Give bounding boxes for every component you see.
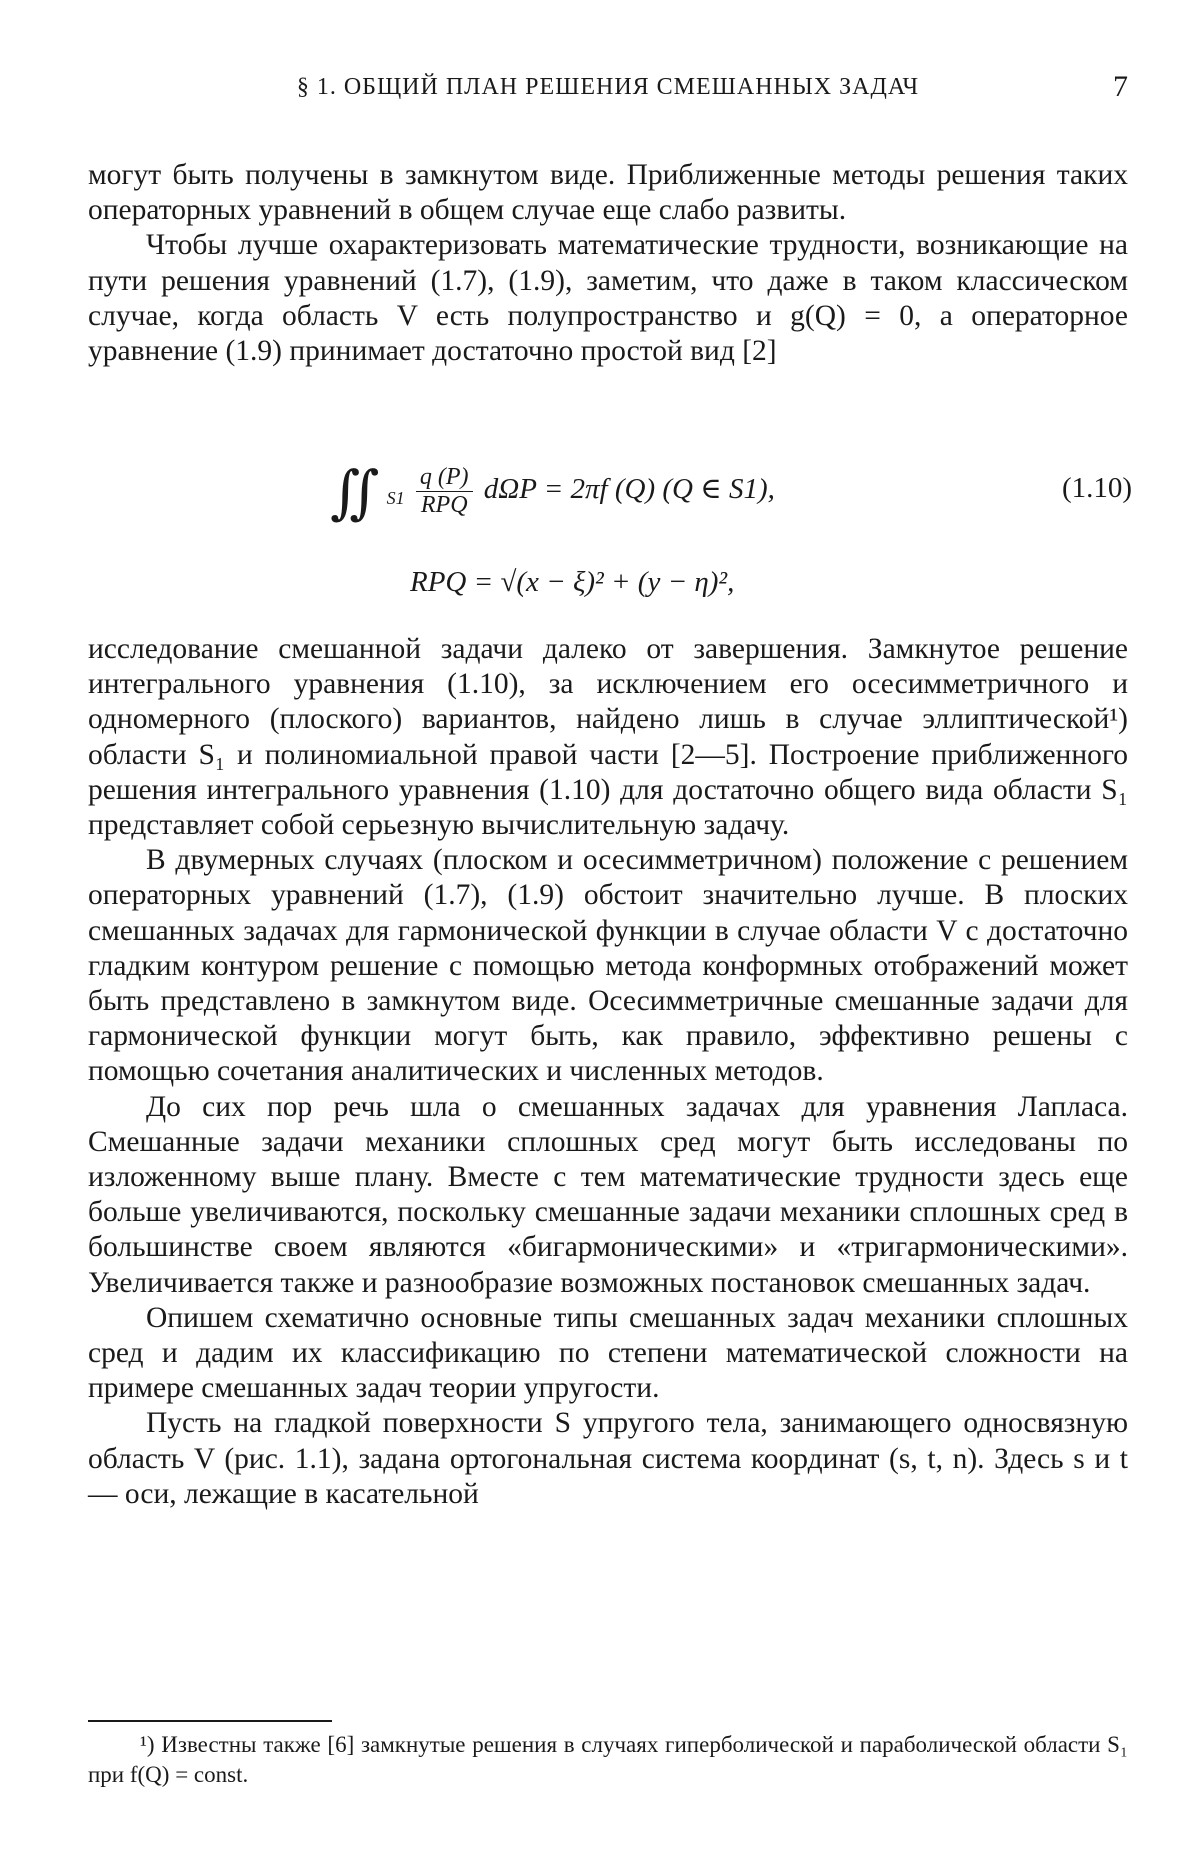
paragraph: могут быть получены в замкнутом виде. Приближенные методы решения таких операторных уравнений в общем случае еще слабо развиты. xyxy=(88,159,1128,227)
paragraph: исследование смешанной задачи далеко от завершения. Замкнутое решение интегрального уравнения (1.10), за исключением его осесимметричного и одномерного (плоского) вариантов, найдено лишь в случае эллиптической¹) области S₁ и полиномиальной правой части [2—5]. Построение приближенного решения интегрального уравнения (1.10) для достаточно общего вида области S₁ представляет собой серьезную вычислительную задачу. xyxy=(88,633,1128,842)
fraction-numerator: q (P) xyxy=(416,464,473,492)
integral-equation xyxy=(330,458,775,526)
double-integral-sign: ∬ xyxy=(330,460,380,525)
paragraph: В двумерных случаях (плоском и осесимметричном) положение с решением операторных уравнений (1.7), (1.9) обстоит значительно лучше. В плоских смешанных задачах для гармонической функции в случае области V с достаточно гладким контуром решение с помощью метода конформных отображений может быть представлено в замкнутом виде. Осесимметричные смешанные задачи для гармонической функции могут быть, как правило, эффективно решены с помощью сочетания аналитических и численных методов. xyxy=(88,844,1128,1088)
fraction-denominator: RPQ xyxy=(420,491,468,518)
page-number: 7 xyxy=(1113,70,1128,103)
paragraph: Опишем схематично основные типы смешанных задач механики сплошных сред и дадим их классификацию по степени математической сложности на примере смешанных задач теории упругости. xyxy=(88,1301,1128,1405)
footnote xyxy=(88,1730,1128,1790)
paragraph: Чтобы лучше охарактеризовать математические трудности, возникающие на пути решения уравнений (1.7), (1.9), заметим, что даже в таком классическом случае, когда область V есть полупространство и g(Q) = 0, а операторное уравнение (1.9) принимает достаточно простой вид [2] xyxy=(88,229,1128,368)
distance-formula: RPQ = √(x − ξ)² + (y − η)², xyxy=(410,566,735,598)
running-head xyxy=(88,70,1128,114)
equation-number: (1.10) xyxy=(1062,472,1133,504)
paragraph: До сих пор речь шла о смешанных задачах для уравнения Лапласа. Смешанные задачи механики сплошных сред могут быть исследованы по изложенному выше плану. Вместе с тем математические трудности здесь еще больше увеличиваются, поскольку смешанные задачи механики сплошных сред в большинстве своем являются «бигармоническими» и «тригармоническими». Увеличивается также и разнообразие возможных постановок смешанных задач. xyxy=(88,1090,1128,1299)
integral-domain: S1 xyxy=(386,488,405,508)
text-block-bottom xyxy=(88,632,1128,1512)
fraction xyxy=(416,464,473,519)
paragraph: Пусть на гладкой поверхности S упругого тела, занимающего односвязную область V (рис. 1.1), задана ортогональная система координат (s, t, n). Здесь s и t — оси, лежащие в касательной xyxy=(88,1407,1128,1510)
footnote-text: ¹) Известны также [6] замкнутые решения в случаях гиперболической и параболической области S₁ при f(Q) = const. xyxy=(88,1732,1128,1787)
footnote-divider xyxy=(88,1720,332,1722)
equation-rhs: dΩP = 2πf (Q) (Q ∈ S1), xyxy=(483,473,775,505)
text-block-top xyxy=(88,158,1128,369)
running-title: § 1. ОБЩИЙ ПЛАН РЕШЕНИЯ СМЕШАННЫХ ЗАДАЧ xyxy=(296,74,920,100)
